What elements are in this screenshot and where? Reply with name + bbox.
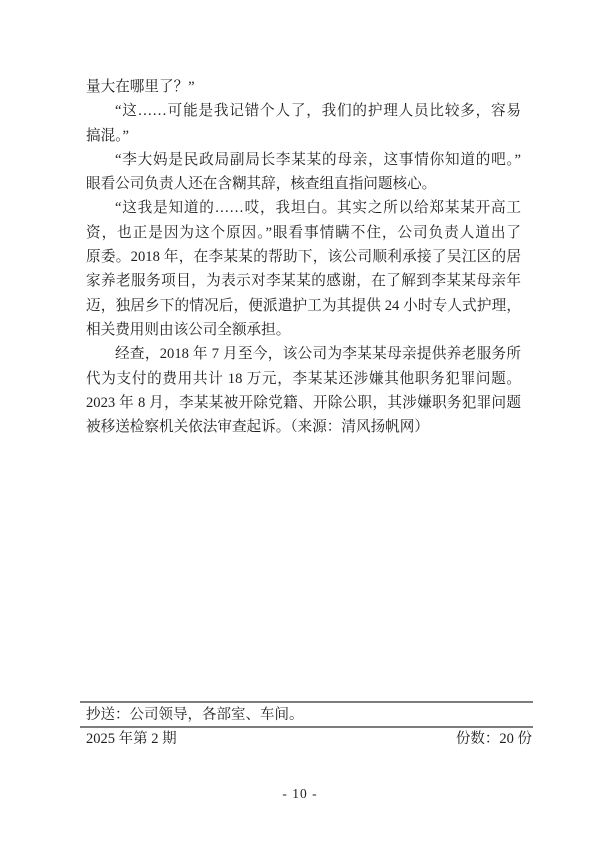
body-line-11: 相关费用则由该公司全额承担。 — [86, 321, 291, 338]
cc-line: 抄送：公司领导，各部室、车间。 — [86, 707, 304, 723]
body-line-8: 原委。2018 年，在李某某的帮助下，该公司顺利承接了吴江区的居 — [86, 249, 521, 266]
body-line-15: 被移送检察机关依法审查起诉。（来源：清风扬帆网） — [86, 419, 429, 436]
body-line-6: “这我是知道的……哎，我坦白。其实之所以给郑某某开高工 — [115, 200, 521, 217]
body-line-3: 搞混。” — [86, 127, 129, 144]
body-line-2: “这……可能是我记错个人了，我们的护理人员比较多，容易 — [115, 103, 521, 120]
copies-count: 份数：20 份 — [455, 731, 532, 747]
body-line-14: 2023 年 8 月，李某某被开除党籍、开除公职，其涉嫌职务犯罪问题 — [86, 394, 521, 411]
issue-number: 2025 年第 2 期 — [86, 731, 177, 747]
body-line-13: 代为支付的费用共计 18 万元，李某某还涉嫌其他职务犯罪问题。 — [86, 370, 521, 387]
page-number: - 10 - — [282, 786, 318, 801]
footer-meta-row — [86, 730, 532, 749]
body-line-9: 家养老服务项目，为表示对李某某的感谢，在了解到李某某母亲年 — [86, 273, 521, 290]
footer-divider-top — [80, 701, 533, 703]
body-line-7: 资，也正是因为这个原因。”眼看事情瞒不住，公司负责人道出了 — [86, 224, 521, 241]
body-line-1: 量大在哪里了？” — [86, 79, 195, 95]
footer-divider-bottom — [80, 726, 533, 728]
document-body — [86, 75, 521, 439]
body-line-4: “李大妈是民政局副局长李某某的母亲，这事情你知道的吧。” — [115, 151, 521, 168]
body-line-12: 经查，2018 年 7 月至今，该公司为李某某母亲提供养老服务所 — [115, 346, 521, 363]
body-line-10: 迈，独居乡下的情况后，便派遣护工为其提供 24 小时专人式护理， — [86, 297, 521, 314]
body-line-5: 眼看公司负责人还在含糊其辞，核查组直指问题核心。 — [86, 176, 437, 193]
